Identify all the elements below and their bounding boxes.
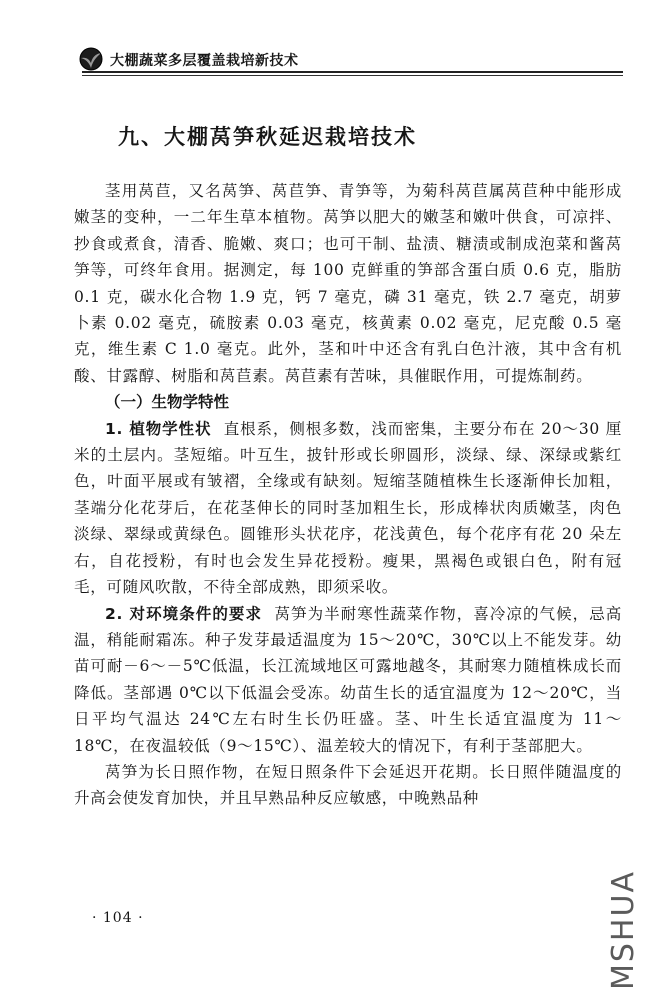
item-heading-botany: 1. 植物学性状 bbox=[105, 419, 212, 438]
last-paragraph: 莴笋为长日照作物，在短日照条件下会延迟开花期。长日照伴随温度的升高会使发育加快，并且早熟品种反应敏感，中晚熟品种 bbox=[74, 762, 622, 808]
section-title: 九、大棚莴笋秋延迟栽培技术 bbox=[118, 125, 417, 149]
running-head bbox=[78, 40, 623, 80]
page-number: · 104 · bbox=[92, 910, 144, 926]
running-head-title: 大棚蔬菜多层覆盖栽培新技术 bbox=[110, 53, 299, 69]
item-paragraph-botany bbox=[74, 416, 622, 601]
item-text-botany: 直根系，侧根多数，浅而密集，主要分布在 20～30 厘米的土层内。茎短缩。叶互生，披针形或长卵圆形，淡绿、绿、深绿或紫红色，叶面平展或有皱褶，全缘或有缺刻。短缩茎随植株生长逐渐伸长加粗，茎端分化花芽后，在花茎伸长的同时茎加粗生长，形成棒状肉质嫩茎，肉色淡绿、翠绿或黄绿色。圆锥形头状花序，花浅黄色，每个花序有花 20 朵左右，自花授粉，有时也会发生异花授粉。瘦果，黑褐色或银白色，附有冠毛，可随风吹散，不待全部成熟，即须采收。 bbox=[74, 419, 622, 597]
item-heading-environment: 2. 对环境条件的要求 bbox=[105, 604, 263, 623]
watermark: MSHUA bbox=[606, 870, 641, 990]
subsection-heading: （一）生物学特性 bbox=[105, 393, 230, 412]
intro-paragraph: 茎用莴苣，又名莴笋、莴苣笋、青笋等，为菊科莴苣属莴苣种中能形成嫩茎的变种，一二年生草本植物。莴笋以肥大的嫩茎和嫩叶供食，可凉拌、抄食或煮食，清香、脆嫩、爽口；也可干制、盐渍、糖渍或制成泡菜和酱莴笋等，可终年食用。据测定，每 100 克鲜重的笋部含蛋白质 0.6 克，脂肪 0.1 克，碳水化合物 1.9 克，钙 7 毫克，磷 31 毫克，铁 2.7 毫克，胡萝卜素 0.02 毫克，硫胺素 0.03 毫克，核黄素 0.02 毫克，尼克酸 0.5 毫克，维生素 C 1.0 毫克。此外，茎和叶中还含有乳白色汁液，其中含有机酸、甘露醇、树脂和莴苣素。莴苣素有苦味，具催眠作用，可提炼制药。 bbox=[74, 182, 622, 385]
header-rule-thin bbox=[82, 75, 623, 76]
body-text bbox=[74, 178, 622, 812]
plant-logo-icon bbox=[78, 46, 104, 72]
item-paragraph-environment bbox=[74, 601, 622, 759]
item-text-environment: 莴笋为半耐寒性蔬菜作物，喜冷凉的气候，忌高温，稍能耐霜冻。种子发芽最适温度为 15～20℃，30℃以上不能发芽。幼苗可耐－6～－5℃低温，长江流域地区可露地越冬，其耐寒力随植株成长而降低。茎部遇 0℃以下低温会受冻。幼苗生长的适宜温度为 12～20℃，当日平均气温达 24℃左右时生长仍旺盛。茎、叶生长适宜温度为 11～18℃，在夜温较低（9～15℃）、温差较大的情况下，有利于茎部肥大。 bbox=[74, 604, 622, 755]
header-rule bbox=[82, 71, 623, 73]
